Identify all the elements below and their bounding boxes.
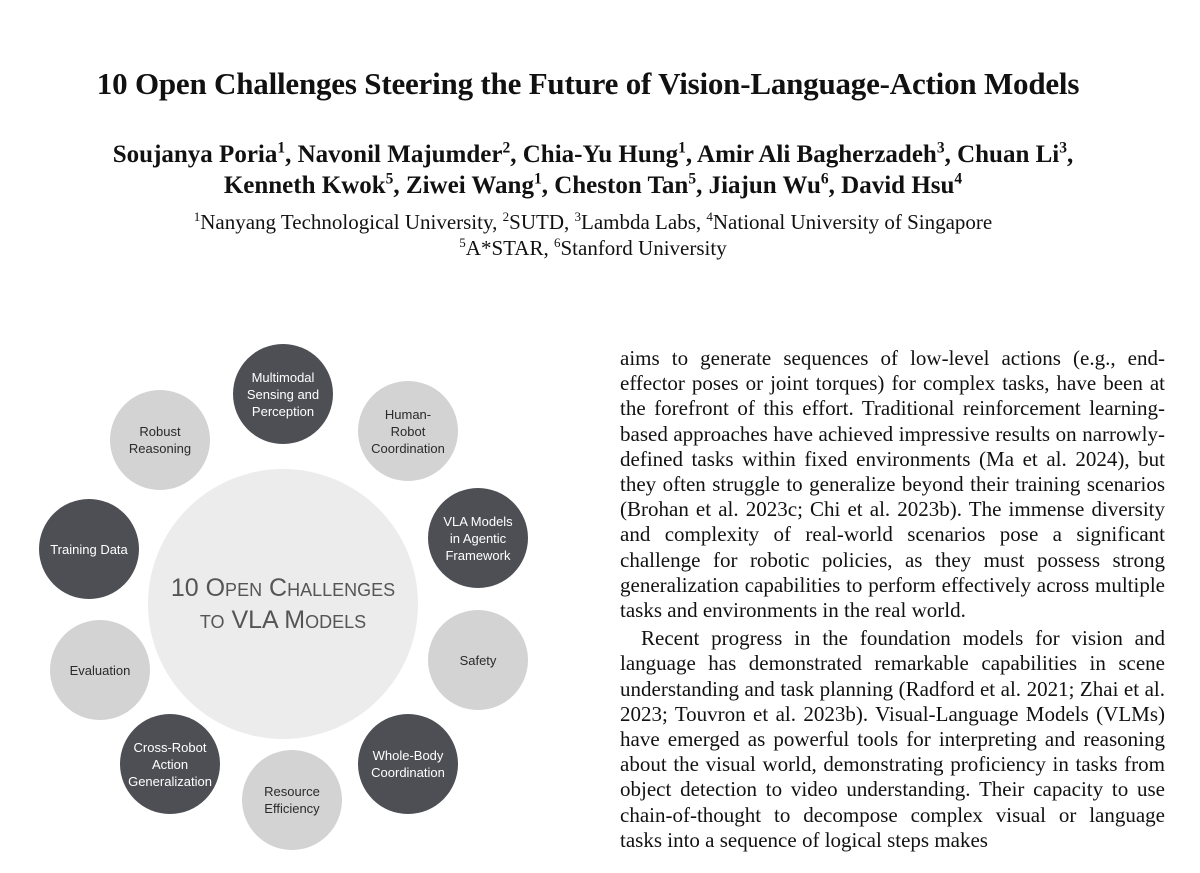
author-name: Navonil Majumder$^2$ [297, 139, 511, 168]
affiliation: $^3$Lambda Labs [574, 209, 696, 234]
center-title-line-2: to VLA Models [199, 606, 367, 634]
challenge-label: Human-Robot Coordination [371, 406, 445, 456]
paper-title: 10 Open Challenges Steering the Future of Vision-Language-Action Models [96, 66, 1080, 101]
affiliation-marker: 4 [954, 170, 963, 188]
author-name: Kenneth Kwok$^5$ [223, 170, 394, 199]
affiliation-marker: 1 [533, 170, 542, 188]
challenge-circle [242, 750, 342, 850]
affiliation-marker: 6 [820, 170, 829, 188]
challenge-circle [428, 488, 528, 588]
affiliation-marker: 1 [277, 139, 286, 157]
author-name: Chia-Yu Hung$^1$ [522, 139, 686, 168]
body-text-column [620, 346, 1165, 853]
affiliation-marker: 1 [193, 209, 201, 224]
challenge-label: VLA Models in Agentic Framework [443, 513, 513, 563]
challenge-label: Resource Efficiency [264, 784, 320, 816]
challenge-label: Evaluation [69, 662, 131, 678]
challenge-circle [110, 390, 210, 490]
affiliation-marker: 6 [553, 235, 561, 250]
affiliation: $^5$A*STAR [459, 235, 544, 260]
author-name: Jiajun Wu$^6$ [708, 170, 829, 199]
author-name: Cheston Tan$^5$ [554, 170, 697, 199]
challenge-label: Robust Reasoning [128, 424, 192, 456]
challenge-label: Multimodal Sensing and Perception [246, 369, 320, 419]
affiliation-marker: 2 [502, 139, 511, 157]
center-title-line-1: 10 Open Challenges [170, 574, 396, 602]
challenge-circle [358, 381, 458, 481]
body-paragraph: aims to generate sequences of low-level actions (e.g., end-effector poses or joint torques) for complex tasks, have been at the forefront of this effort. Traditional reinforcement learning-based approaches have achieved impressive results on narrowly-defined tasks within fixed environments (Ma et al. 2024), but they often struggle to generalize beyond their training scenarios (Brohan et al. 2023c; Chi et al. 2023b). The immense diversity and complexity of real-world scenarios pose a significant challenge for robotic policies, as they must possess strong generalization capabilities to perform effectively across multiple tasks and environments in the real world. [620, 346, 1165, 623]
figure-center-circle [148, 469, 418, 739]
challenge-circle [358, 714, 458, 814]
author-name: Ziwei Wang$^1$ [405, 170, 542, 199]
challenge-label: Cross-Robot Action Generalization [128, 739, 212, 789]
affiliation-list-line-1: $^1$Nanyang Technological University, $^2$SUTD, $^3$Lambda Labs, $^4$National University of Singapore [193, 209, 993, 234]
author-name: Soujanya Poria$^1$ [112, 139, 286, 168]
affiliation: $^2$SUTD [502, 209, 564, 234]
affiliation-marker: 1 [678, 139, 686, 157]
author-list-line-2: Kenneth Kwok$^5$, Ziwei Wang$^1$, Cheston Tan$^5$, Jiajun Wu$^6$, David Hsu$^4$ [223, 170, 963, 199]
affiliation-marker: 3 [574, 209, 581, 224]
affiliation: $^1$Nanyang Technological University [193, 209, 493, 234]
challenges-figure [0, 330, 580, 873]
challenge-label: Whole-Body Coordination [371, 748, 445, 780]
affiliation-marker: 4 [706, 209, 713, 224]
challenge-circle [233, 344, 333, 444]
affiliation-marker: 5 [385, 170, 394, 188]
affiliation-marker: 2 [502, 209, 510, 224]
author-name: Chuan Li$^3$ [957, 139, 1067, 168]
challenge-label: Safety [459, 652, 497, 668]
challenge-label: Training Data [50, 541, 128, 557]
challenge-circle [39, 499, 139, 599]
author-list-line-1: Soujanya Poria$^1$, Navonil Majumder$^2$, Chia-Yu Hung$^1$, Amir Ali Bagherzadeh$^3$, Chuan Li$^3$, [112, 139, 1074, 168]
affiliation-marker: 5 [688, 170, 697, 188]
affiliation: $^6$Stanford University [553, 235, 727, 260]
affiliation-list-line-2: $^5$A*STAR, $^6$Stanford University [459, 235, 727, 260]
affiliation-marker: 3 [936, 139, 945, 157]
affiliation: $^4$National University of Singapore [706, 209, 993, 234]
challenge-circle [50, 620, 150, 720]
challenge-circle [428, 610, 528, 710]
author-name: Amir Ali Bagherzadeh$^3$ [697, 139, 945, 168]
affiliation-marker: 3 [1059, 139, 1067, 157]
author-name: David Hsu$^4$ [841, 170, 963, 199]
affiliation-marker: 5 [459, 235, 466, 250]
body-paragraph: Recent progress in the foundation models for vision and language has demonstrated remarkable capabilities in scene understanding and task planning (Radford et al. 2021; Zhai et al. 2023; Touvron et al. 2023b). Visual-Language Models (VLMs) have emerged as powerful tools for interpreting and reasoning about the visual world, demonstrating proficiency in tasks from object detection to video understanding. Their capacity to use chain-of-thought to decompose complex visual or language tasks into a sequence of logical steps makes [620, 626, 1165, 852]
challenge-circle [120, 714, 220, 814]
